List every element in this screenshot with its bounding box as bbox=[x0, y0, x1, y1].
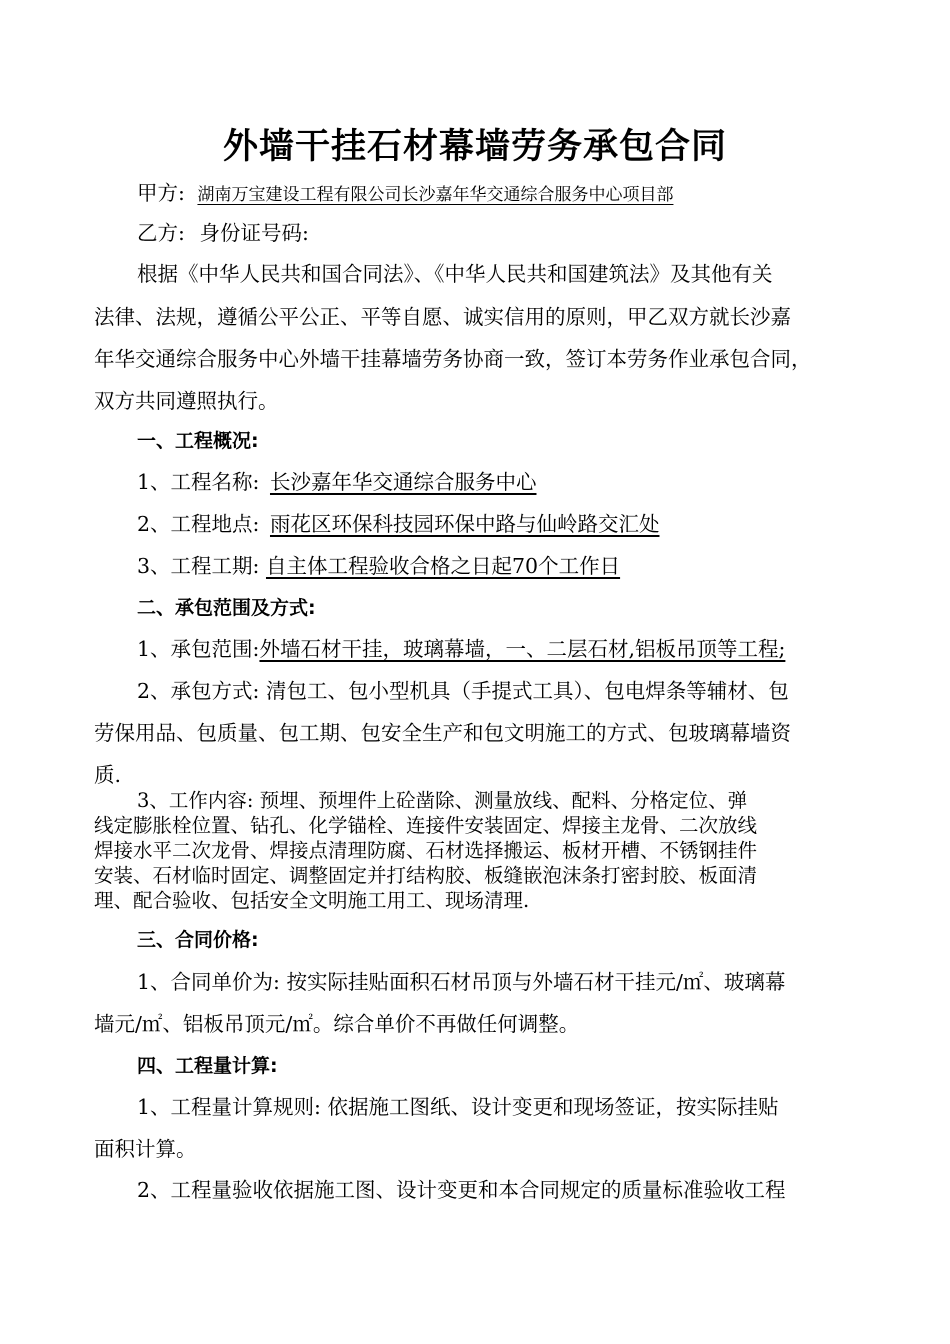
party-a-name: 湖南万宝建设工程有限公司长沙嘉年华交通综合服务中心项目部 bbox=[197, 185, 674, 205]
quantity-line: 2、工程量验收依据施工图、设计变更和本合同规定的质量标准验收工程 bbox=[137, 1178, 786, 1202]
scope-label: 1、承包范围: bbox=[137, 637, 260, 661]
price-line: 墙元/㎡、铝板吊顶元/㎡。综合单价不再做任何调整。 bbox=[94, 1012, 580, 1036]
project-name-line bbox=[137, 462, 536, 502]
preamble-line: 根据《中华人民共和国合同法》、《中华人民共和国建筑法》及其他有关 bbox=[137, 262, 773, 286]
section-4-heading: 四、工程量计算: bbox=[137, 1055, 278, 1077]
work-content-line: 线定膨胀栓位置、钻孔、化学锚栓、连接件安装固定、焊接主龙骨、二次放线 bbox=[94, 814, 758, 837]
party-a-line bbox=[137, 173, 673, 215]
section-1-heading: 一、工程概况: bbox=[137, 430, 259, 452]
quantity-line: 面积计算。 bbox=[94, 1137, 197, 1161]
mode-line: 劳保用品、包质量、包工期、包安全生产和包文明施工的方式、包玻璃幕墙资 bbox=[94, 721, 791, 745]
party-b-id-label: 身份证号码: bbox=[199, 221, 309, 245]
project-location-label: 2、工程地点: bbox=[137, 512, 260, 536]
work-content-line: 安装、石材临时固定、调整固定并打结构胶、板缝嵌泡沫条打密封胶、板面清 bbox=[94, 864, 758, 887]
preamble-line: 法律、法规，遵循公平公正、平等自愿、诚实信用的原则，甲乙双方就长沙嘉 bbox=[94, 305, 791, 329]
preamble-line: 年华交通综合服务中心外墙干挂幕墙劳务协商一致，签订本劳务作业承包合同， bbox=[94, 347, 812, 371]
party-b-line bbox=[137, 213, 309, 253]
work-content-line: 3、工作内容: 预埋、预埋件上砼凿除、测量放线、配料、分格定位、弹 bbox=[137, 789, 748, 812]
project-duration-line bbox=[137, 546, 620, 586]
work-content-line: 焊接水平二次龙骨、焊接点清理防腐、石材选择搬运、板材开槽、不锈钢挂件 bbox=[94, 839, 758, 862]
project-location-value: 雨花区环保科技园环保中路与仙岭路交汇处 bbox=[269, 512, 660, 536]
project-location-line bbox=[137, 504, 659, 544]
work-content-line: 理、配合验收、包括安全文明施工用工、现场清理. bbox=[94, 889, 530, 912]
party-b-label: 乙方: bbox=[137, 221, 185, 245]
document-title: 外墙干挂石材幕墙劳务承包合同 bbox=[222, 127, 727, 167]
party-a-label: 甲方: bbox=[137, 181, 185, 205]
project-name-value: 长沙嘉年华交通综合服务中心 bbox=[269, 470, 537, 494]
project-duration-label: 3、工程工期: bbox=[137, 554, 260, 578]
project-duration-value: 自主体工程验收合格之日起70个工作日 bbox=[265, 554, 621, 578]
section-3-heading: 三、合同价格: bbox=[137, 929, 259, 951]
mode-line: 质. bbox=[94, 763, 122, 787]
section-2-heading: 二、承包范围及方式: bbox=[137, 597, 316, 619]
quantity-line: 1、工程量计算规则: 依据施工图纸、设计变更和现场签证，按实际挂贴 bbox=[137, 1095, 779, 1119]
preamble-line: 双方共同遵照执行。 bbox=[94, 389, 279, 413]
scope-value: 外墙石材干挂，玻璃幕墙，一、二层石材,铝板吊顶等工程; bbox=[259, 637, 786, 661]
project-name-label: 1、工程名称: bbox=[137, 470, 260, 494]
mode-line: 2、承包方式: 清包工、包小型机具（手提式工具）、包电焊条等辅材、包 bbox=[137, 679, 789, 703]
scope-line bbox=[137, 629, 785, 669]
price-line: 1、合同单价为: 按实际挂贴面积石材吊顶与外墙石材干挂元/㎡、玻璃幕 bbox=[137, 970, 786, 994]
